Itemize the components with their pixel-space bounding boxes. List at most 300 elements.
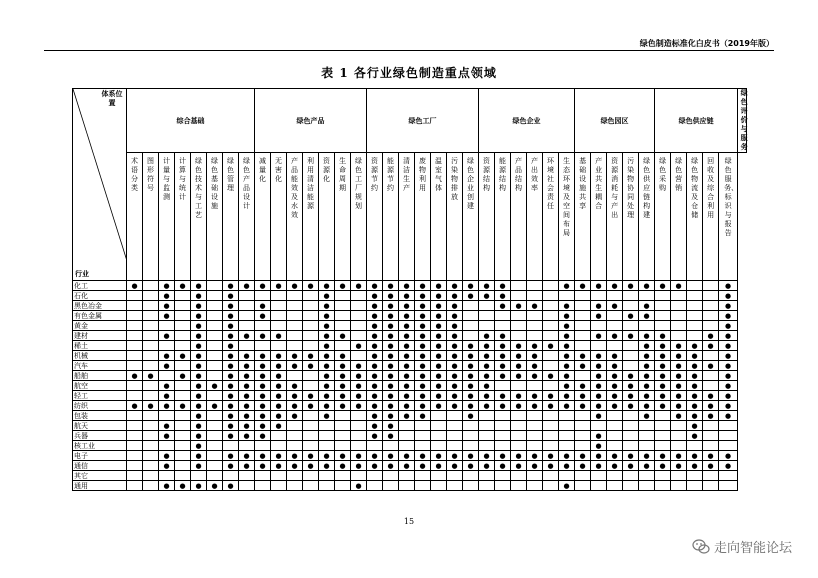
mark-cell: ● [495, 351, 511, 361]
empty-cell [463, 471, 479, 481]
industry-label: 化工 [73, 281, 127, 291]
table-row [73, 391, 747, 401]
subcolumn-header [303, 153, 319, 281]
mark-cell: ● [463, 411, 479, 421]
mark-cell: ● [447, 331, 463, 341]
mark-cell: ● [255, 331, 271, 341]
mark-cell: ● [495, 301, 511, 311]
empty-cell [687, 281, 703, 291]
empty-cell [207, 301, 223, 311]
empty-cell [431, 471, 447, 481]
mark-cell: ● [191, 311, 207, 321]
mark-cell: ● [351, 341, 367, 351]
mark-cell: ● [399, 391, 415, 401]
mark-cell: ● [703, 461, 719, 471]
mark-cell: ● [687, 351, 703, 361]
mark-cell: ● [447, 351, 463, 361]
mark-cell: ● [495, 291, 511, 301]
mark-cell: ● [431, 331, 447, 341]
empty-cell [319, 431, 335, 441]
mark-cell: ● [399, 311, 415, 321]
empty-cell [159, 321, 175, 331]
empty-cell [671, 301, 687, 311]
mark-cell: ● [319, 341, 335, 351]
empty-cell [255, 481, 271, 491]
mark-cell: ● [719, 401, 738, 411]
mark-cell: ● [367, 461, 383, 471]
empty-cell [495, 471, 511, 481]
mark-cell: ● [607, 351, 623, 361]
mark-cell: ● [479, 371, 495, 381]
empty-cell [127, 461, 143, 471]
empty-cell [335, 471, 351, 481]
empty-cell [623, 321, 639, 331]
mark-cell: ● [591, 281, 607, 291]
empty-cell [511, 431, 527, 441]
mark-cell: ● [463, 401, 479, 411]
mark-cell: ● [255, 381, 271, 391]
mark-cell: ● [639, 301, 655, 311]
empty-cell [335, 431, 351, 441]
mark-cell: ● [127, 401, 143, 411]
empty-cell [447, 421, 463, 431]
mark-cell: ● [543, 451, 559, 461]
mark-cell: ● [367, 341, 383, 351]
empty-cell [543, 421, 559, 431]
mark-cell: ● [319, 311, 335, 321]
mark-cell: ● [543, 341, 559, 351]
empty-cell [543, 431, 559, 441]
mark-cell: ● [319, 331, 335, 341]
empty-cell [591, 481, 607, 491]
mark-cell: ● [399, 301, 415, 311]
empty-cell [335, 411, 351, 421]
mark-cell: ● [511, 401, 527, 411]
mark-cell: ● [447, 451, 463, 461]
mark-cell: ● [671, 401, 687, 411]
mark-cell: ● [287, 351, 303, 361]
industry-label: 核工业 [73, 441, 127, 451]
empty-cell [447, 411, 463, 421]
empty-cell [671, 311, 687, 321]
mark-cell: ● [159, 331, 175, 341]
empty-cell [511, 441, 527, 451]
mark-cell: ● [239, 451, 255, 461]
empty-cell [703, 441, 719, 451]
empty-cell [351, 471, 367, 481]
empty-cell [655, 441, 671, 451]
mark-cell: ● [687, 401, 703, 411]
mark-cell: ● [223, 331, 239, 341]
mark-cell: ● [623, 281, 639, 291]
mark-cell: ● [719, 451, 738, 461]
mark-cell: ● [511, 371, 527, 381]
mark-cell: ● [495, 361, 511, 371]
empty-cell [431, 411, 447, 421]
mark-cell: ● [367, 381, 383, 391]
mark-cell: ● [623, 391, 639, 401]
mark-cell: ● [191, 301, 207, 311]
empty-cell [143, 381, 159, 391]
empty-cell [703, 381, 719, 391]
mark-cell: ● [607, 381, 623, 391]
mark-cell: ● [287, 361, 303, 371]
mark-cell: ● [479, 331, 495, 341]
mark-cell: ● [159, 451, 175, 461]
mark-cell: ● [671, 341, 687, 351]
mark-cell: ● [383, 371, 399, 381]
empty-cell [591, 321, 607, 331]
mark-cell: ● [271, 401, 287, 411]
empty-cell [399, 421, 415, 431]
mark-cell: ● [623, 381, 639, 391]
mark-cell: ● [191, 371, 207, 381]
empty-cell [367, 441, 383, 451]
mark-cell: ● [255, 421, 271, 431]
mark-cell: ● [239, 401, 255, 411]
mark-cell: ● [383, 391, 399, 401]
mark-cell: ● [639, 401, 655, 411]
empty-cell [671, 291, 687, 301]
mark-cell: ● [607, 461, 623, 471]
empty-cell [639, 431, 655, 441]
empty-cell [207, 371, 223, 381]
empty-cell [671, 441, 687, 451]
mark-cell: ● [639, 451, 655, 461]
mark-cell: ● [655, 381, 671, 391]
mark-cell: ● [255, 391, 271, 401]
category-header: 绿色企业 [479, 89, 575, 153]
mark-cell: ● [607, 371, 623, 381]
header-corner [73, 89, 127, 281]
mark-cell: ● [255, 311, 271, 321]
mark-cell: ● [335, 401, 351, 411]
mark-cell: ● [399, 411, 415, 421]
mark-cell: ● [719, 341, 738, 351]
subcolumn-label: 污染物协同处理 [627, 157, 635, 219]
empty-cell [463, 321, 479, 331]
subcolumn-label: 绿色工厂规划 [355, 157, 362, 210]
empty-cell [175, 441, 191, 451]
empty-cell [335, 441, 351, 451]
mark-cell: ● [703, 391, 719, 401]
mark-cell: ● [703, 411, 719, 421]
empty-cell [431, 421, 447, 431]
mark-cell: ● [431, 281, 447, 291]
mark-cell: ● [191, 361, 207, 371]
subcolumn-label: 能源结构 [499, 157, 507, 192]
mark-cell: ● [671, 371, 687, 381]
subcolumn-label: 温室气体 [435, 157, 443, 192]
mark-cell: ● [191, 481, 207, 491]
category-header: 综合基础 [127, 89, 255, 153]
empty-cell [543, 291, 559, 301]
empty-cell [511, 331, 527, 341]
mark-cell: ● [591, 351, 607, 361]
empty-cell [655, 321, 671, 331]
mark-cell: ● [303, 451, 319, 461]
empty-cell [351, 301, 367, 311]
mark-cell: ● [719, 321, 738, 331]
subcolumn-header [175, 153, 191, 281]
empty-cell [431, 431, 447, 441]
empty-cell [543, 301, 559, 311]
industry-label: 轻工 [73, 391, 127, 401]
empty-cell [511, 281, 527, 291]
empty-cell [271, 441, 287, 451]
mark-cell: ● [239, 431, 255, 441]
mark-cell: ● [655, 391, 671, 401]
subcolumn-label: 资源结构 [483, 157, 491, 192]
empty-cell [719, 481, 738, 491]
mark-cell: ● [335, 351, 351, 361]
mark-cell: ● [671, 411, 687, 421]
mark-cell: ● [415, 341, 431, 351]
empty-cell [143, 421, 159, 431]
empty-cell [351, 411, 367, 421]
empty-cell [175, 301, 191, 311]
mark-cell: ● [703, 331, 719, 341]
empty-cell [495, 311, 511, 321]
empty-cell [671, 431, 687, 441]
mark-cell: ● [655, 281, 671, 291]
empty-cell [127, 361, 143, 371]
mark-cell: ● [191, 431, 207, 441]
empty-cell [191, 471, 207, 481]
empty-cell [367, 481, 383, 491]
empty-cell [175, 451, 191, 461]
mark-cell: ● [191, 281, 207, 291]
empty-cell [175, 361, 191, 371]
empty-cell [639, 481, 655, 491]
empty-cell [175, 391, 191, 401]
mark-cell: ● [271, 331, 287, 341]
mark-cell: ● [447, 311, 463, 321]
mark-cell: ● [543, 401, 559, 411]
subcolumn-header [431, 153, 447, 281]
subcolumn-label: 资源化 [323, 157, 330, 183]
mark-cell: ● [415, 411, 431, 421]
empty-cell [143, 461, 159, 471]
wechat-icon [692, 539, 710, 555]
empty-cell [495, 321, 511, 331]
empty-cell [303, 331, 319, 341]
mark-cell: ● [239, 381, 255, 391]
mark-cell: ● [223, 371, 239, 381]
mark-cell: ● [623, 461, 639, 471]
mark-cell: ● [591, 451, 607, 461]
empty-cell [143, 291, 159, 301]
empty-cell [127, 411, 143, 421]
mark-cell: ● [335, 331, 351, 341]
mark-cell: ● [559, 401, 575, 411]
empty-cell [143, 441, 159, 451]
mark-cell: ● [495, 391, 511, 401]
empty-cell [207, 291, 223, 301]
empty-cell [271, 481, 287, 491]
mark-cell: ● [575, 451, 591, 461]
mark-cell: ● [671, 451, 687, 461]
mark-cell: ● [127, 371, 143, 381]
empty-cell [143, 481, 159, 491]
industry-label: 建材 [73, 331, 127, 341]
empty-cell [415, 471, 431, 481]
empty-cell [463, 421, 479, 431]
empty-cell [543, 361, 559, 371]
category-header [738, 89, 747, 153]
table-row [73, 301, 747, 311]
mark-cell: ● [719, 411, 738, 421]
mark-cell: ● [143, 371, 159, 381]
empty-cell [639, 291, 655, 301]
mark-cell: ● [607, 391, 623, 401]
empty-cell [383, 471, 399, 481]
empty-cell [719, 471, 738, 481]
mark-cell: ● [399, 291, 415, 301]
mark-cell: ● [575, 361, 591, 371]
empty-cell [335, 481, 351, 491]
empty-cell [127, 421, 143, 431]
empty-cell [687, 321, 703, 331]
empty-cell [303, 371, 319, 381]
table-row [73, 311, 747, 321]
mark-cell: ● [415, 401, 431, 411]
mark-cell: ● [351, 461, 367, 471]
mark-cell: ● [543, 461, 559, 471]
mark-cell: ● [191, 461, 207, 471]
mark-cell: ● [687, 341, 703, 351]
mark-cell: ● [687, 391, 703, 401]
empty-cell [463, 301, 479, 311]
mark-cell: ● [319, 401, 335, 411]
subcolumn-header [607, 153, 623, 281]
subcolumn-label: 绿色管理 [227, 157, 234, 192]
mark-cell: ● [223, 451, 239, 461]
empty-cell [287, 311, 303, 321]
mark-cell: ● [367, 321, 383, 331]
mark-cell: ● [335, 361, 351, 371]
empty-cell [367, 471, 383, 481]
empty-cell [335, 321, 351, 331]
mark-cell: ● [639, 351, 655, 361]
empty-cell [703, 371, 719, 381]
mark-cell: ● [559, 451, 575, 461]
empty-cell [623, 301, 639, 311]
mark-cell: ● [175, 371, 191, 381]
empty-cell [239, 341, 255, 351]
empty-cell [335, 421, 351, 431]
empty-cell [303, 411, 319, 421]
mark-cell: ● [159, 351, 175, 361]
table-row [73, 461, 747, 471]
empty-cell [351, 311, 367, 321]
green-manufacturing-table [72, 88, 747, 491]
empty-cell [591, 421, 607, 431]
mark-cell: ● [431, 371, 447, 381]
empty-cell [703, 291, 719, 301]
mark-cell: ● [303, 361, 319, 371]
mark-cell: ● [463, 451, 479, 461]
mark-cell: ● [527, 361, 543, 371]
empty-cell [559, 431, 575, 441]
mark-cell: ● [431, 361, 447, 371]
mark-cell: ● [303, 391, 319, 401]
mark-cell: ● [671, 381, 687, 391]
mark-cell: ● [415, 461, 431, 471]
empty-cell [175, 311, 191, 321]
mark-cell: ● [319, 371, 335, 381]
mark-cell: ● [479, 391, 495, 401]
subcolumn-label: 绿色供应链构建 [643, 157, 651, 219]
empty-cell [143, 361, 159, 371]
empty-cell [687, 441, 703, 451]
mark-cell: ● [351, 391, 367, 401]
mark-cell: ● [383, 301, 399, 311]
mark-cell: ● [223, 281, 239, 291]
mark-cell: ● [351, 481, 367, 491]
mark-cell: ● [415, 311, 431, 321]
mark-cell: ● [607, 331, 623, 341]
mark-cell: ● [719, 381, 738, 391]
subcolumn-header [367, 153, 383, 281]
mark-cell: ● [287, 391, 303, 401]
mark-cell: ● [671, 391, 687, 401]
empty-cell [127, 431, 143, 441]
empty-cell [719, 431, 738, 441]
empty-cell [703, 351, 719, 361]
subcolumn-label: 资源消耗与产出 [611, 157, 619, 219]
mark-cell: ● [447, 381, 463, 391]
empty-cell [351, 351, 367, 361]
subcolumn-label: 绿色营销 [675, 157, 683, 192]
mark-cell: ● [655, 331, 671, 341]
empty-cell [415, 421, 431, 431]
empty-cell [703, 471, 719, 481]
industry-label: 通信 [73, 461, 127, 471]
empty-cell [127, 481, 143, 491]
empty-cell [527, 471, 543, 481]
empty-cell [527, 411, 543, 421]
mark-cell: ● [703, 341, 719, 351]
mark-cell: ● [623, 311, 639, 321]
empty-cell [127, 351, 143, 361]
empty-cell [143, 341, 159, 351]
industry-label: 航空 [73, 381, 127, 391]
empty-cell [335, 301, 351, 311]
empty-cell [463, 311, 479, 321]
mark-cell: ● [287, 381, 303, 391]
mark-cell: ● [223, 401, 239, 411]
empty-cell [207, 351, 223, 361]
empty-cell [463, 431, 479, 441]
empty-cell [495, 381, 511, 391]
empty-cell [127, 321, 143, 331]
mark-cell: ● [287, 461, 303, 471]
subcolumn-label: 绿色企业创建 [467, 157, 475, 210]
empty-cell [527, 431, 543, 441]
empty-cell [159, 371, 175, 381]
mark-cell: ● [719, 371, 738, 381]
empty-cell [207, 331, 223, 341]
mark-cell: ● [639, 381, 655, 391]
mark-cell: ● [255, 371, 271, 381]
empty-cell [511, 311, 527, 321]
empty-cell [303, 301, 319, 311]
mark-cell: ● [527, 451, 543, 461]
mark-cell: ● [159, 311, 175, 321]
mark-cell: ● [463, 391, 479, 401]
mark-cell: ● [383, 431, 399, 441]
